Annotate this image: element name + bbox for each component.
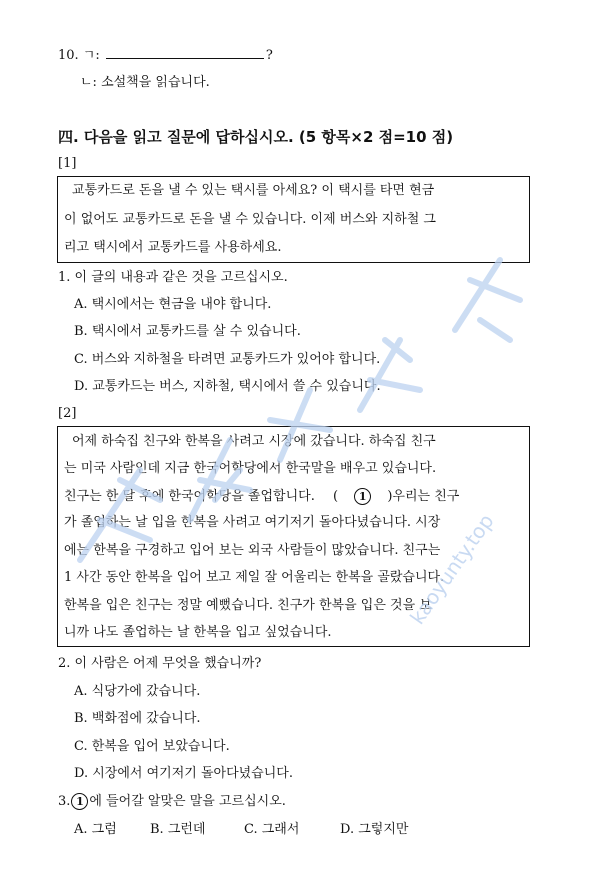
q1-stem: 1. 이 글의 내용과 같은 것을 고르십시오.	[58, 270, 288, 285]
passage2-line: 친구는 한 달 후에 한국어학당을 졸업합니다.	[64, 489, 315, 504]
passage1-box	[57, 176, 530, 263]
q10-line-b: ㄴ: 소설책을 읽습니다.	[80, 75, 210, 90]
q2-option-d: D. 시장에서 여기저기 돌아다녔습니다.	[74, 766, 293, 781]
q3-option-b: B. 그런데	[150, 822, 206, 837]
passage2-line: 한복을 입은 친구는 정말 예뻤습니다. 친구가 한복을 입은 것을 보	[64, 598, 432, 613]
passage2-box	[57, 426, 530, 647]
q2-option-b: B. 백화점에 갔습니다.	[74, 711, 201, 726]
q3-stem	[58, 793, 286, 810]
passage2-line: 어제 하숙집 친구와 한복을 사려고 시장에 갔습니다. 하숙집 친구	[72, 434, 436, 449]
q10-answer-blank	[106, 46, 264, 59]
blank-open-paren: (	[332, 489, 339, 504]
passage2-line: 1 사간 동안 한복을 입어 보고 제일 잘 어울리는 한복을 골랐습니다.	[64, 570, 445, 585]
q10-line-a	[58, 46, 273, 64]
passage2-line: 에는 한복을 구경하고 입어 보는 외국 사람들이 많았습니다. 친구는	[64, 543, 441, 558]
q3-option-a: A. 그럼	[74, 822, 117, 837]
q3-number: 3.	[58, 794, 71, 809]
passage1-line: 이 없어도 교통카드로 돈을 낼 수 있습니다. 이제 버스와 지하철 그	[64, 212, 436, 227]
passage2-line: 가 졸업하는 날 입을 한복을 사려고 여기저기 돌아다녔습니다. 시장	[64, 515, 441, 530]
q10-a-label: 10. ㄱ:	[58, 48, 100, 63]
q3-option-c: C. 그래서	[244, 822, 300, 837]
blank-circle-number-1: 1	[354, 488, 371, 505]
passage2-line: 는 미국 사람인데 지금 한국어학당에서 한국말을 배우고 있습니다.	[64, 461, 437, 476]
q1-option-a: A. 택시에서는 현금을 내야 합니다.	[74, 297, 272, 312]
watermark-text: kaoyunty.top	[405, 509, 499, 629]
q10-a-end: ?	[265, 48, 273, 63]
passage1-line: 교통카드로 돈을 낼 수 있는 택시를 아세요? 이 택시를 타면 현금	[72, 183, 435, 198]
blank-close-text: )우리는 친구	[387, 489, 460, 504]
q2-option-c: C. 한복을 입어 보았습니다.	[74, 739, 230, 754]
q3-circle-number-1: 1	[71, 793, 88, 810]
passage2-line-with-blank	[64, 488, 459, 505]
passage2-marker: [2]	[58, 406, 77, 421]
passage1-marker: [1]	[58, 156, 77, 171]
q3-stem-text: 에 들어갈 알맞은 말을 고르십시오.	[89, 794, 286, 809]
q3-option-d: D. 그렇지만	[340, 822, 409, 837]
q1-option-c: C. 버스와 지하철을 타려면 교통카드가 있어야 합니다.	[74, 352, 381, 367]
passage2-line: 니까 나도 졸업하는 날 한복을 입고 싶었습니다.	[64, 625, 332, 640]
q2-stem: 2. 이 사람은 어제 무엇을 했습니까?	[58, 656, 262, 671]
q1-option-d: D. 교통카드는 버스, 지하철, 택시에서 쓸 수 있습니다.	[74, 379, 381, 394]
q1-option-b: B. 택시에서 교통카드를 살 수 있습니다.	[74, 324, 301, 339]
section-title: 四. 다음을 읽고 질문에 답하십시오. (5 항목×2 점=10 점)	[58, 128, 454, 146]
q2-option-a: A. 식당가에 갔습니다.	[74, 684, 201, 699]
passage1-line: 리고 택시에서 교통카드를 사용하세요.	[64, 240, 282, 255]
